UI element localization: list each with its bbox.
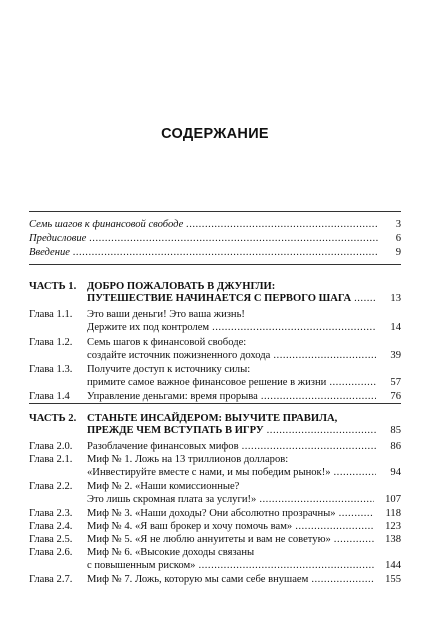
page-title: СОДЕРЖАНИЕ: [161, 126, 269, 142]
toc-entry-chapter[interactable]: Глава 1.4 Управление деньгами: время прорыва ..... 76: [29, 391, 401, 403]
toc-entry-chapter[interactable]: Глава 2.6. Миф № 6. «Высокие доходы связаны: [29, 547, 255, 558]
leader-dots: [242, 441, 376, 453]
leader-dots: [186, 219, 378, 231]
toc-entry-chapter-line2[interactable]: примите самое важное финансовое решение в жизни ..... 57: [29, 377, 401, 389]
leader-dots: [295, 521, 374, 533]
page-number: 107: [385, 494, 401, 505]
divider: [29, 211, 401, 212]
leader-dots: [311, 574, 374, 586]
leader-dots: [354, 293, 376, 305]
part-heading[interactable]: ЧАСТЬ 1. ДОБРО ПОЖАЛОВАТЬ В ДЖУНГЛИ:: [29, 281, 276, 292]
leader-dots: [339, 508, 374, 520]
toc-entry-front[interactable]: Семь шагов к финансовой свободе ..... 3: [29, 219, 401, 231]
page-number: 76: [390, 391, 401, 402]
toc-entry-chapter-line2[interactable]: «Инвестируйте вместе с нами, и мы победим рынок!» ..... 94: [29, 467, 401, 479]
toc-entry-front[interactable]: Предисловие ..... 6: [29, 233, 401, 245]
divider: [29, 403, 401, 404]
page-number: 138: [385, 534, 401, 545]
page-number: 85: [390, 425, 401, 436]
toc-entry-chapter-line2[interactable]: создайте источник пожизненного дохода ..... 39: [29, 350, 401, 362]
page-number: 144: [385, 560, 401, 571]
toc-entry-chapter[interactable]: Глава 1.3. Получите доступ к источнику силы:: [29, 364, 251, 375]
leader-dots: [267, 425, 376, 437]
divider: [29, 264, 401, 265]
page-number: 9: [395, 247, 401, 258]
part-heading-line2[interactable]: ПУТЕШЕСТВИЕ НАЧИНАЕТСЯ С ПЕРВОГО ШАГА ..... 13: [29, 293, 401, 305]
leader-dots: [334, 534, 374, 546]
page-number: 3: [395, 219, 401, 230]
toc-entry-chapter-line2[interactable]: с повышенным риском» ..... 144: [29, 560, 401, 572]
leader-dots: [198, 560, 374, 572]
leader-dots: [334, 467, 376, 479]
leader-dots: [273, 350, 376, 362]
leader-dots: [73, 247, 378, 259]
leader-dots: [89, 233, 378, 245]
toc-entry-chapter-line2[interactable]: Это лишь скромная плата за услуги!» ..... 107: [29, 494, 401, 506]
toc-entry-chapter[interactable]: Глава 2.0. Разоблачение финансовых мифов ..... 86: [29, 441, 401, 453]
toc-entry-chapter[interactable]: Глава 2.2. Миф № 2. «Наши комиссионные?: [29, 481, 240, 492]
toc-entry-front[interactable]: Введение ..... 9: [29, 247, 401, 259]
toc-entry-chapter[interactable]: Глава 2.7. Миф № 7. Ложь, которую мы сами себе внушаем ..... 155: [29, 574, 401, 586]
toc-entry-chapter[interactable]: Глава 2.1. Миф № 1. Ложь на 13 триллионов долларов:: [29, 454, 289, 465]
page-number: 57: [390, 377, 401, 388]
toc-entry-chapter[interactable]: Глава 2.5. Миф № 5. «Я не люблю аннуитеты и вам не советую» ..... 138: [29, 534, 401, 546]
leader-dots: [259, 494, 374, 506]
leader-dots: [329, 377, 376, 389]
toc-entry-chapter[interactable]: Глава 1.1. Это ваши деньги! Это ваша жизнь!: [29, 309, 245, 320]
toc-entry-chapter[interactable]: Глава 2.4. Миф № 4. «Я ваш брокер и хочу помочь вам» ..... 123: [29, 521, 401, 533]
page-number: 13: [390, 293, 401, 304]
page-number: 86: [390, 441, 401, 452]
page-number: 94: [390, 467, 401, 478]
toc-entry-chapter[interactable]: Глава 1.2. Семь шагов к финансовой свободе:: [29, 337, 247, 348]
leader-dots: [261, 391, 376, 403]
toc-entry-chapter-line2[interactable]: Держите их под контролем ..... 14: [29, 322, 401, 334]
page-number: 155: [385, 574, 401, 585]
toc-entry-chapter[interactable]: Глава 2.3. Миф № 3. «Наши доходы? Они абсолютно прозрачны» ..... 118: [29, 508, 401, 520]
page-number: 123: [385, 521, 401, 532]
page-number: 39: [390, 350, 401, 361]
part-heading-line2[interactable]: ПРЕЖДЕ ЧЕМ ВСТУПАТЬ В ИГРУ ..... 85: [29, 425, 401, 437]
page-number: 118: [385, 508, 401, 519]
page-number: 14: [390, 322, 401, 333]
page-number: 6: [395, 233, 401, 244]
leader-dots: [212, 322, 376, 334]
part-heading[interactable]: ЧАСТЬ 2. СТАНЬТЕ ИНСАЙДЕРОМ: ВЫУЧИТЕ ПРАВИЛА,: [29, 413, 338, 424]
